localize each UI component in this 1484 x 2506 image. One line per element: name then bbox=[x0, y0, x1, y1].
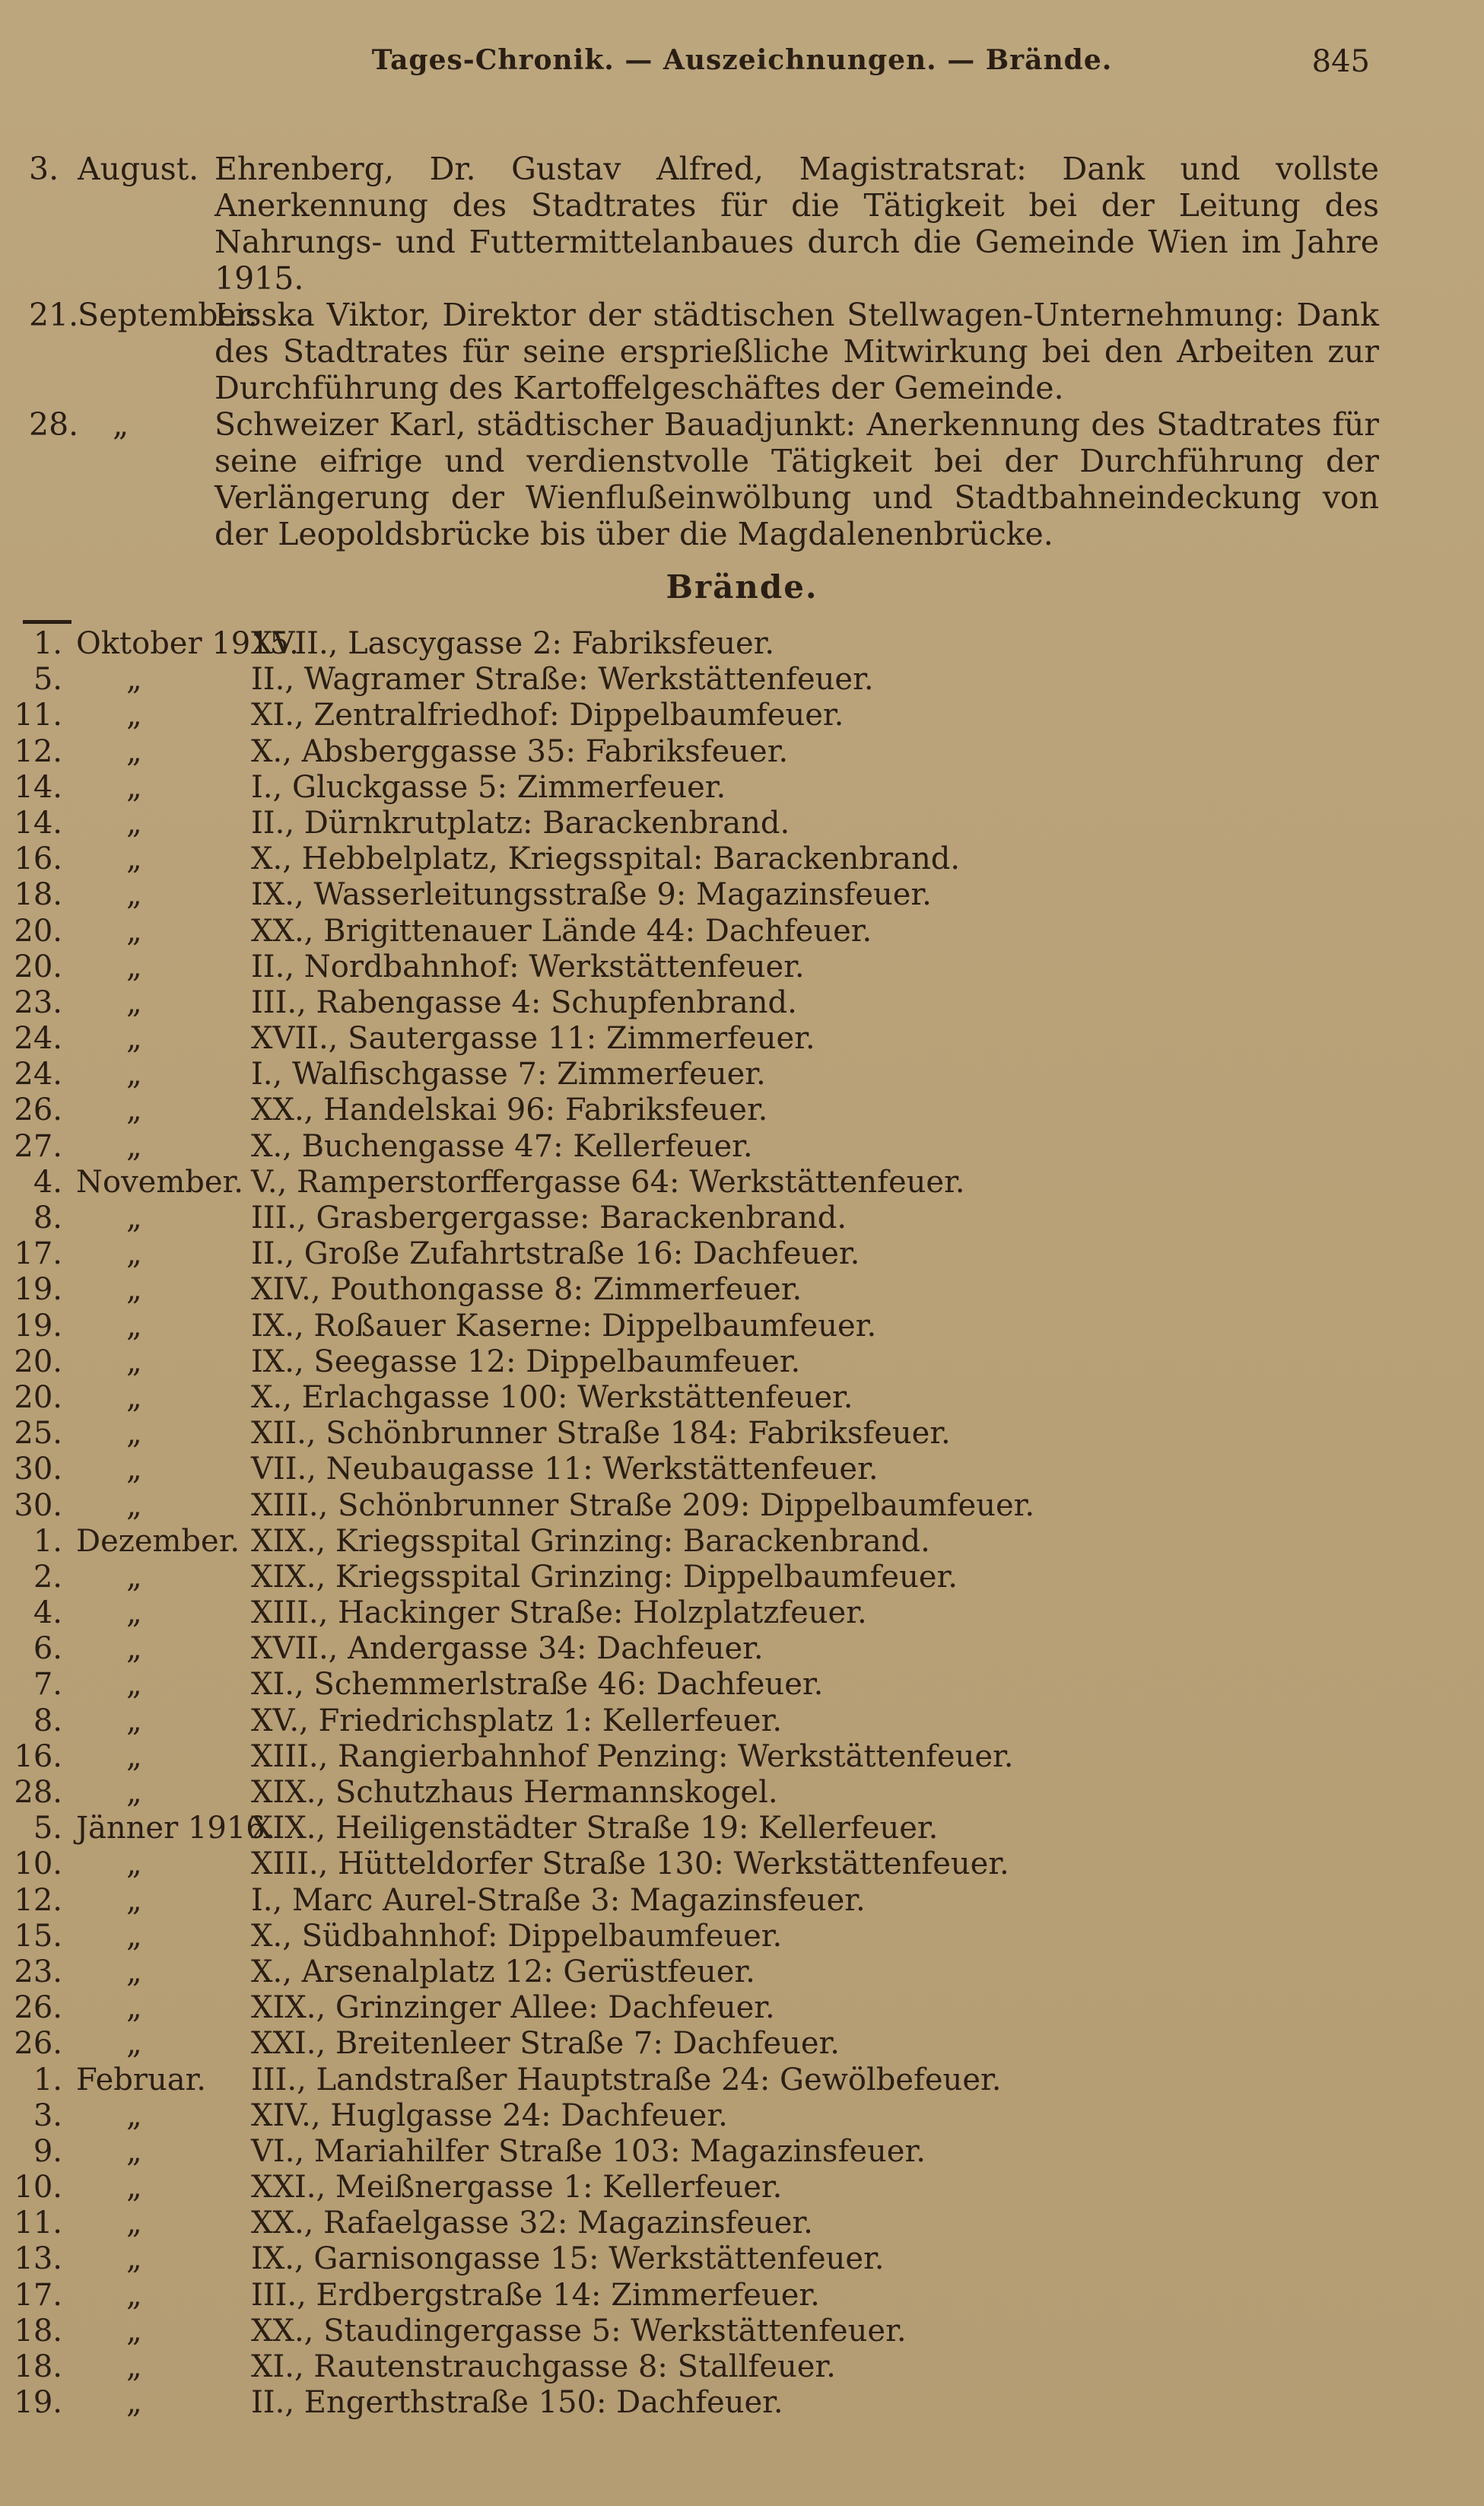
fire-location: X., Erlachgasse 100: Werkstättenfeuer. bbox=[251, 1379, 853, 1415]
fire-day: 20. bbox=[14, 1344, 62, 1379]
fire-location: XIII., Hütteldorfer Straße 130: Werkstättenfeuer. bbox=[251, 1846, 1009, 1882]
fire-location: XIV., Pouthongasse 8: Zimmerfeuer. bbox=[251, 1272, 802, 1308]
fire-month: „ bbox=[126, 1846, 142, 1882]
fire-day: 20. bbox=[14, 1379, 62, 1415]
fire-location: V., Ramperstorffergasse 64: Werkstättenfeuer. bbox=[251, 1164, 965, 1200]
fire-entry bbox=[0, 1811, 1484, 1846]
fire-entry bbox=[0, 1309, 1484, 1344]
fire-day: 2. bbox=[33, 1559, 62, 1595]
fire-day: 4. bbox=[33, 1595, 62, 1631]
fire-month: „ bbox=[126, 1882, 142, 1918]
fire-location: XX., Brigittenauer Lände 44: Dachfeuer. bbox=[251, 913, 872, 949]
fire-location: XI., Rautenstrauchgasse 8: Stallfeuer. bbox=[251, 2349, 836, 2384]
fire-entry bbox=[0, 1236, 1484, 1272]
award-month: „ bbox=[113, 406, 129, 443]
fire-entry bbox=[0, 1057, 1484, 1092]
fire-day: 1. bbox=[33, 626, 62, 661]
fire-day: 23. bbox=[14, 984, 62, 1020]
award-entry bbox=[29, 151, 1379, 297]
fire-entry bbox=[0, 1954, 1484, 1990]
fire-entry bbox=[0, 1344, 1484, 1380]
fire-entry bbox=[0, 2385, 1484, 2421]
fire-entry bbox=[0, 662, 1484, 698]
fire-month: „ bbox=[126, 2170, 142, 2205]
fire-month: November. bbox=[76, 1164, 243, 1200]
fire-entry bbox=[0, 1272, 1484, 1308]
fire-location: IX., Roßauer Kaserne: Dippelbaumfeuer. bbox=[251, 1308, 877, 1344]
award-month: August. bbox=[78, 151, 199, 187]
fire-day: 24. bbox=[14, 1057, 62, 1092]
fire-entry bbox=[0, 2241, 1484, 2277]
fire-day: 11. bbox=[14, 698, 62, 733]
fire-day: 19. bbox=[14, 1308, 62, 1344]
fire-day: 10. bbox=[14, 2170, 62, 2205]
fire-day: 12. bbox=[14, 1882, 62, 1918]
fire-entry bbox=[0, 2314, 1484, 2349]
fire-entry bbox=[0, 1595, 1484, 1631]
fire-month: „ bbox=[126, 1057, 142, 1092]
fire-day: 23. bbox=[14, 1954, 62, 1989]
fire-entry bbox=[0, 2062, 1484, 2098]
fire-month: „ bbox=[126, 1667, 142, 1703]
fire-location: X., Südbahnhof: Dippelbaumfeuer. bbox=[251, 1918, 783, 1954]
fire-entry bbox=[0, 626, 1484, 662]
fire-day: 8. bbox=[33, 1201, 62, 1236]
fire-location: X., Absberggasse 35: Fabriksfeuer. bbox=[251, 733, 789, 769]
fire-month: „ bbox=[126, 1595, 142, 1631]
fire-month: Februar. bbox=[76, 2062, 207, 2097]
fire-entry bbox=[0, 1990, 1484, 2026]
fire-day: 26. bbox=[14, 1092, 62, 1128]
fire-location: XVII., Lascygasse 2: Fabriksfeuer. bbox=[251, 626, 775, 661]
fire-day: 13. bbox=[14, 2241, 62, 2277]
fire-month: „ bbox=[126, 1452, 142, 1487]
fire-month: „ bbox=[126, 769, 142, 805]
fire-month: „ bbox=[126, 1416, 142, 1452]
fire-month: „ bbox=[126, 1703, 142, 1738]
fire-location: XX., Handelskai 96: Fabriksfeuer. bbox=[251, 1092, 768, 1128]
fire-month: „ bbox=[126, 913, 142, 949]
fire-month: „ bbox=[126, 984, 142, 1020]
award-day: 3. bbox=[29, 151, 59, 187]
fire-month: „ bbox=[126, 1272, 142, 1308]
fire-day: 16. bbox=[14, 841, 62, 877]
fire-month: „ bbox=[126, 1954, 142, 1989]
fire-entry bbox=[0, 985, 1484, 1021]
fire-entry bbox=[0, 2278, 1484, 2314]
fire-month: „ bbox=[126, 2277, 142, 2313]
fire-entry bbox=[0, 1380, 1484, 1416]
fire-entry bbox=[0, 1667, 1484, 1703]
fire-month: „ bbox=[126, 2313, 142, 2349]
fire-month: „ bbox=[126, 1990, 142, 2026]
fire-entry bbox=[0, 2205, 1484, 2241]
fire-entry bbox=[0, 2170, 1484, 2205]
fire-location: XIX., Schutzhaus Hermannskogel. bbox=[251, 1775, 778, 1810]
fire-entry bbox=[0, 1092, 1484, 1128]
fire-month: „ bbox=[126, 1379, 142, 1415]
fire-month: „ bbox=[126, 1201, 142, 1236]
fire-month: „ bbox=[126, 1308, 142, 1344]
fire-location: XIX., Grinzinger Allee: Dachfeuer. bbox=[251, 1990, 775, 2026]
fire-month: „ bbox=[126, 1775, 142, 1810]
fire-day: 24. bbox=[14, 1021, 62, 1057]
fire-location: III., Grasbergergasse: Barackenbrand. bbox=[251, 1201, 847, 1236]
award-date bbox=[29, 297, 258, 333]
fire-location: IX., Garnisongasse 15: Werkstättenfeuer. bbox=[251, 2241, 885, 2277]
fire-month: „ bbox=[126, 1092, 142, 1128]
fire-entry bbox=[0, 1775, 1484, 1811]
fire-location: VI., Mariahilfer Straße 103: Magazinsfeuer. bbox=[251, 2133, 926, 2169]
fire-day: 19. bbox=[14, 1272, 62, 1308]
fire-month: „ bbox=[126, 662, 142, 698]
fire-day: 19. bbox=[14, 2385, 62, 2421]
fire-location: I., Walfischgasse 7: Zimmerfeuer. bbox=[251, 1057, 766, 1092]
fire-location: III., Erdbergstraße 14: Zimmerfeuer. bbox=[251, 2277, 820, 2313]
fire-day: 18. bbox=[14, 2313, 62, 2349]
fire-month: „ bbox=[126, 2026, 142, 2062]
fire-day: 1. bbox=[33, 2062, 62, 2097]
fire-entry bbox=[0, 1631, 1484, 1667]
fire-month: „ bbox=[126, 1738, 142, 1774]
fire-day: 5. bbox=[33, 1811, 62, 1846]
fire-month: „ bbox=[126, 2241, 142, 2277]
fire-day: 17. bbox=[14, 1236, 62, 1272]
fire-location: II., Engerthstraße 150: Dachfeuer. bbox=[251, 2385, 783, 2421]
fire-entry bbox=[0, 2134, 1484, 2170]
fire-entry bbox=[0, 841, 1484, 877]
fire-entry bbox=[0, 1201, 1484, 1236]
fire-day: 18. bbox=[14, 2349, 62, 2384]
fire-location: XVII., Sautergasse 11: Zimmerfeuer. bbox=[251, 1021, 815, 1057]
fire-day: 12. bbox=[14, 733, 62, 769]
fire-entry bbox=[0, 734, 1484, 770]
fire-day: 27. bbox=[14, 1128, 62, 1164]
fire-month: „ bbox=[126, 877, 142, 913]
fire-entry bbox=[0, 1021, 1484, 1057]
page-header bbox=[0, 44, 1484, 82]
fire-location: XXI., Breitenleer Straße 7: Dachfeuer. bbox=[251, 2026, 840, 2062]
fire-month: „ bbox=[126, 2349, 142, 2384]
fire-day: 30. bbox=[14, 1452, 62, 1487]
fire-location: XX., Staudingergasse 5: Werkstättenfeuer. bbox=[251, 2313, 907, 2349]
fire-location: IX., Wasserleitungsstraße 9: Magazinsfeuer. bbox=[251, 877, 932, 913]
award-entry bbox=[29, 406, 1379, 552]
fire-entry bbox=[0, 2026, 1484, 2062]
fire-month: „ bbox=[126, 1344, 142, 1379]
fire-location: XII., Schönbrunner Straße 184: Fabriksfeuer. bbox=[251, 1416, 951, 1452]
fire-day: 4. bbox=[33, 1164, 62, 1200]
fire-day: 1. bbox=[33, 1523, 62, 1559]
fire-month: „ bbox=[126, 733, 142, 769]
fire-location: II., Große Zufahrtstraße 16: Dachfeuer. bbox=[251, 1236, 860, 1272]
fire-location: XVII., Andergasse 34: Dachfeuer. bbox=[251, 1631, 764, 1667]
fire-location: XIX., Heiligenstädter Straße 19: Kellerfeuer. bbox=[251, 1811, 939, 1846]
fire-entry bbox=[0, 949, 1484, 985]
fire-month: „ bbox=[126, 1559, 142, 1595]
fire-entry bbox=[0, 1739, 1484, 1775]
award-text: Ehrenberg, Dr. Gustav Alfred, Magistratsrat: Dank und vollste Anerkennung des Stadtrates für die Tätigkeit bei der Leitung des Nahrungs- und Futtermittelanbaues durch die Gemeinde Wien im Jahre 1915. bbox=[214, 151, 1379, 297]
fire-location: IX., Seegasse 12: Dippelbaumfeuer. bbox=[251, 1344, 801, 1379]
fire-day: 15. bbox=[14, 1918, 62, 1954]
fire-entry bbox=[0, 1452, 1484, 1487]
fire-day: 26. bbox=[14, 1990, 62, 2026]
award-date bbox=[29, 406, 129, 443]
fire-month: „ bbox=[126, 805, 142, 841]
fire-month: „ bbox=[126, 2205, 142, 2241]
fire-month: „ bbox=[126, 949, 142, 984]
fire-location: XIII., Hackinger Straße: Holzplatzfeuer. bbox=[251, 1595, 867, 1631]
fire-day: 25. bbox=[14, 1416, 62, 1452]
fire-month: „ bbox=[126, 1487, 142, 1523]
fire-entry bbox=[0, 1488, 1484, 1524]
fire-day: 14. bbox=[14, 805, 62, 841]
fire-location: XIII., Schönbrunner Straße 209: Dippelbaumfeuer. bbox=[251, 1487, 1035, 1523]
fire-entry bbox=[0, 2349, 1484, 2385]
fire-day: 3. bbox=[33, 2097, 62, 2133]
award-text: Lisska Viktor, Direktor der städtischen Stellwagen-Unternehmung: Dank des Stadtrates für seine ersprießliche Mitwirkung bei den Arbeiten zur Durchführung des Kartoffelgeschäftes der Gemeinde. bbox=[214, 297, 1379, 406]
fire-month: Oktober 1915. bbox=[76, 626, 299, 661]
fire-location: II., Dürnkrutplatz: Barackenbrand. bbox=[251, 805, 790, 841]
fire-location: III., Landstraßer Hauptstraße 24: Gewölbefeuer. bbox=[251, 2062, 1002, 2097]
running-title: Tages-Chronik. — Auszeichnungen. — Brände. bbox=[371, 44, 1113, 76]
fire-location: XI., Zentralfriedhof: Dippelbaumfeuer. bbox=[251, 698, 844, 733]
fire-entry bbox=[0, 1560, 1484, 1595]
fire-location: I., Marc Aurel-Straße 3: Magazinsfeuer. bbox=[251, 1882, 866, 1918]
fire-entry bbox=[0, 770, 1484, 806]
fire-month: „ bbox=[126, 1021, 142, 1057]
fire-day: 20. bbox=[14, 949, 62, 984]
section-title: Brände. bbox=[666, 568, 818, 606]
fire-location: XV., Friedrichsplatz 1: Kellerfeuer. bbox=[251, 1703, 783, 1738]
fire-month: „ bbox=[126, 1918, 142, 1954]
fire-location: II., Nordbahnhof: Werkstättenfeuer. bbox=[251, 949, 805, 984]
fire-location: XX., Rafaelgasse 32: Magazinsfeuer. bbox=[251, 2205, 813, 2241]
fire-location: II., Wagramer Straße: Werkstättenfeuer. bbox=[251, 662, 874, 698]
fire-entry bbox=[0, 1416, 1484, 1452]
fire-day: 8. bbox=[33, 1703, 62, 1738]
fire-entry bbox=[0, 1129, 1484, 1165]
fire-entry bbox=[0, 1524, 1484, 1560]
award-month: September. bbox=[78, 297, 258, 333]
fire-day: 16. bbox=[14, 1738, 62, 1774]
award-day: 21. bbox=[29, 297, 79, 333]
fire-day: 9. bbox=[33, 2133, 62, 2169]
fire-entry bbox=[0, 1919, 1484, 1954]
fire-month: Jänner 1916. bbox=[76, 1811, 275, 1846]
fire-location: X., Buchengasse 47: Kellerfeuer. bbox=[251, 1128, 753, 1164]
fire-month: „ bbox=[126, 1236, 142, 1272]
fire-month: „ bbox=[126, 1631, 142, 1667]
fire-location: VII., Neubaugasse 11: Werkstättenfeuer. bbox=[251, 1452, 879, 1487]
fire-entry bbox=[0, 1165, 1484, 1201]
fire-location: III., Rabengasse 4: Schupfenbrand. bbox=[251, 984, 797, 1020]
fire-day: 28. bbox=[14, 1775, 62, 1810]
divider bbox=[23, 620, 71, 624]
fire-entry bbox=[0, 806, 1484, 841]
award-day: 28. bbox=[29, 406, 79, 443]
fire-month: „ bbox=[126, 2133, 142, 2169]
fire-day: 20. bbox=[14, 913, 62, 949]
fire-month: „ bbox=[126, 698, 142, 733]
fire-entry bbox=[0, 2098, 1484, 2134]
fire-entry bbox=[0, 1703, 1484, 1739]
fire-location: I., Gluckgasse 5: Zimmerfeuer. bbox=[251, 769, 726, 805]
fire-entry bbox=[0, 877, 1484, 913]
fire-day: 6. bbox=[33, 1631, 62, 1667]
fire-day: 10. bbox=[14, 1846, 62, 1882]
fire-day: 26. bbox=[14, 2026, 62, 2062]
award-date bbox=[29, 151, 199, 187]
fire-location: XIII., Rangierbahnhof Penzing: Werkstättenfeuer. bbox=[251, 1738, 1014, 1774]
fire-entry bbox=[0, 698, 1484, 733]
fire-entry bbox=[0, 914, 1484, 949]
fire-day: 5. bbox=[33, 662, 62, 698]
fire-month: „ bbox=[126, 1128, 142, 1164]
fire-month: „ bbox=[126, 2097, 142, 2133]
awards-list bbox=[29, 151, 1379, 552]
fire-day: 18. bbox=[14, 877, 62, 913]
fire-location: XIX., Kriegsspital Grinzing: Barackenbrand. bbox=[251, 1523, 930, 1559]
fire-location: X., Arsenalplatz 12: Gerüstfeuer. bbox=[251, 1954, 755, 1989]
fire-day: 11. bbox=[14, 2205, 62, 2241]
fire-day: 14. bbox=[14, 769, 62, 805]
fire-location: X., Hebbelplatz, Kriegsspital: Barackenbrand. bbox=[251, 841, 961, 877]
fire-location: XIX., Kriegsspital Grinzing: Dippelbaumfeuer. bbox=[251, 1559, 958, 1595]
fire-month: „ bbox=[126, 841, 142, 877]
fires-list bbox=[0, 626, 1484, 2421]
fire-day: 30. bbox=[14, 1487, 62, 1523]
fire-location: XXI., Meißnergasse 1: Kellerfeuer. bbox=[251, 2170, 783, 2205]
fire-entry bbox=[0, 1846, 1484, 1882]
page-number: 845 bbox=[1311, 44, 1370, 79]
fire-month: „ bbox=[126, 2385, 142, 2421]
award-entry bbox=[29, 297, 1379, 406]
fire-location: XIV., Huglgasse 24: Dachfeuer. bbox=[251, 2097, 728, 2133]
fire-day: 17. bbox=[14, 2277, 62, 2313]
fire-location: XI., Schemmerlstraße 46: Dachfeuer. bbox=[251, 1667, 824, 1703]
fire-month: Dezember. bbox=[76, 1523, 240, 1559]
award-text: Schweizer Karl, städtischer Bauadjunkt: Anerkennung des Stadtrates für seine eifrige und verdienstvolle Tätigkeit bei der Durchführung der Verlängerung der Wienflußeinwölbung und Stadtbahneindeckung von der Leopoldsbrücke bis über die Magdalenenbrücke. bbox=[214, 406, 1379, 552]
fire-entry bbox=[0, 1883, 1484, 1919]
fire-day: 7. bbox=[33, 1667, 62, 1703]
